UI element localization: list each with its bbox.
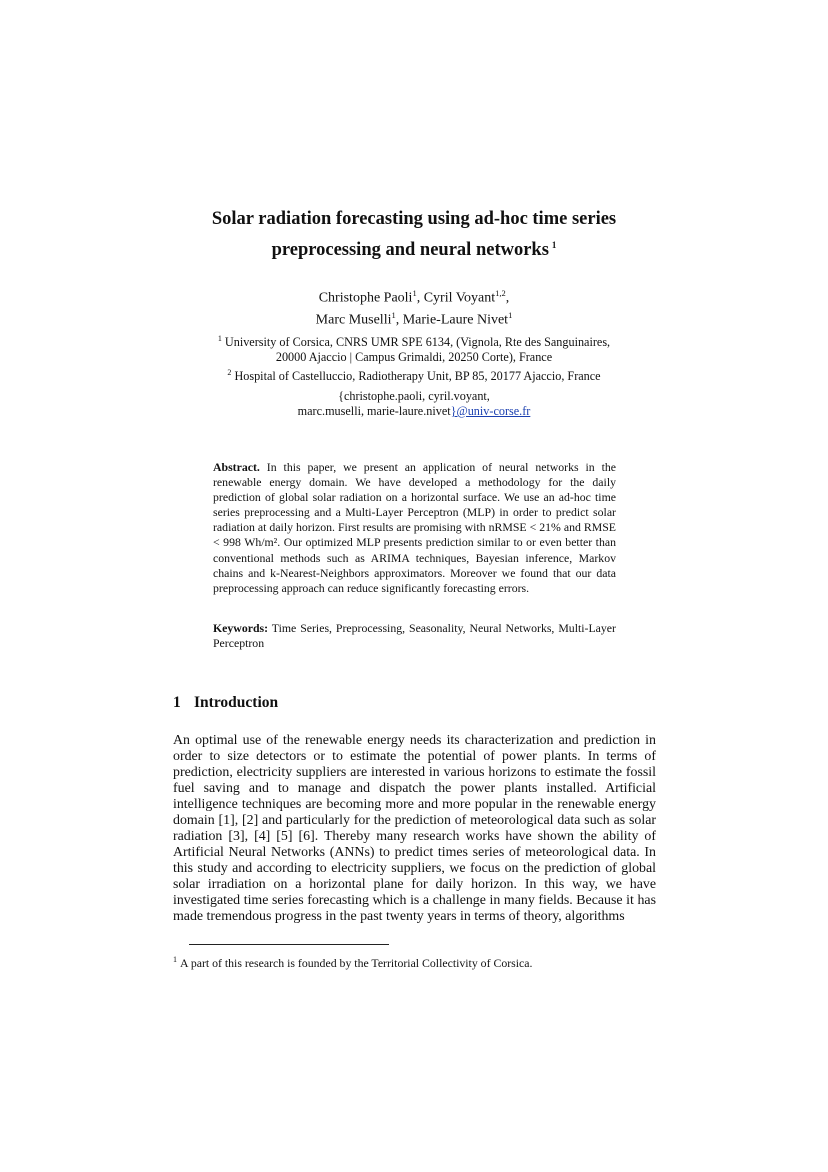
affiliation-text: Hospital of Castelluccio, Radiotherapy Unit, BP 85, 20177 Ajaccio, France bbox=[234, 369, 601, 384]
footnote bbox=[173, 953, 532, 970]
email-domain-link[interactable]: }@univ-corse.fr bbox=[450, 404, 531, 418]
keywords-label: Keywords: bbox=[213, 621, 269, 635]
authors-line-1: Christophe Paoli$^1$, Cyril Voyant$^{1,2}$, bbox=[318, 288, 510, 306]
affiliation-mark: 2 bbox=[227, 368, 232, 378]
emails-line-2 bbox=[0, 404, 828, 419]
abstract-label: Abstract. bbox=[213, 460, 260, 474]
paper-title bbox=[0, 206, 828, 263]
author-affil-mark: 1,2 bbox=[495, 288, 506, 298]
affiliation-2-line-1 bbox=[0, 365, 828, 384]
section-title: Introduction bbox=[194, 694, 279, 711]
affiliation-1-line-1 bbox=[0, 331, 828, 350]
emails-line-1: {christophe.paoli, cyril.voyant, bbox=[338, 389, 490, 403]
author-affil-mark: 1 bbox=[508, 309, 513, 320]
footnote-mark: 1 bbox=[173, 955, 177, 964]
author-emails bbox=[0, 389, 828, 419]
section-heading bbox=[173, 694, 278, 712]
affiliation-1-line-2: 20000 Ajaccio | Campus Grimaldi, 20250 Corte), France bbox=[275, 350, 553, 365]
author-name: Marie-Laure Nivet bbox=[402, 312, 509, 328]
author-name: Marc Muselli bbox=[315, 312, 392, 328]
emails-names: marc.muselli, marie-laure.nivet bbox=[297, 404, 451, 418]
affiliation-text: University of Corsica, CNRS UMR SPE 6134, (Vignola, Rte des Sanguinaires, bbox=[224, 335, 611, 350]
author-name: Cyril Voyant bbox=[423, 290, 496, 306]
author-affil-mark: 1 bbox=[391, 309, 396, 320]
keywords bbox=[213, 621, 616, 651]
title-line-2-text: preprocessing and neural networks bbox=[271, 240, 549, 261]
author-name: Christophe Paoli bbox=[318, 290, 413, 306]
affiliation-mark: 1 bbox=[217, 334, 222, 343]
footnote-text: A part of this research is founded by the Territorial Collectivity of Corsica. bbox=[180, 955, 533, 970]
author-affil-mark: 1 bbox=[412, 288, 417, 298]
authors-line-2: Marc Muselli$^1$, Marie-Laure Nivet$^1$ bbox=[315, 309, 513, 328]
keywords-text: Time Series, Preprocessing, Seasonality, Neural Networks, Multi-Layer Perceptron bbox=[213, 621, 616, 651]
title-line-2 bbox=[0, 232, 828, 263]
author-list bbox=[0, 285, 828, 328]
title-line-1: Solar radiation forecasting using ad-hoc time series bbox=[211, 209, 617, 229]
abstract-text: In this paper, we present an application of neural networks in the renewable energy domain. We have developed a methodology for the daily prediction of global solar radiation on a horizontal surface. We use an ad-hoc time series preprocessing and a Multi-Layer Perceptron (MLP) in order to predict solar radiation at daily horizon. First results are promising with nRMSE < 21% and RMSE < 998 Wh/m². Our optimized MLP presents prediction similar to or even better than conventional methods such as ARIMA techniques, Bayesian inference, Markov chains and k-Nearest-Neighbors approximators. Moreover we found that our data preprocessing approach can reduce significantly forecasting errors. bbox=[213, 460, 617, 595]
title-footnote-mark: 1 bbox=[551, 240, 557, 250]
introduction-paragraph: An optimal use of the renewable energy needs its characterization and prediction in order to size detectors or to estimate the potential of power plants. In terms of prediction, electricity suppliers are interested in various horizons to estimate the fossil fuel saving and to manage and dispatch the power plants installed. Artificial intelligence techniques are becoming more and more popular in the renewable energy domain [1], [2] and particularly for the prediction of meteorological data such as solar radiation [3], [4] [5] [6]. Thereby many research works have shown the ability of Artificial Neural Networks (ANNs) to predict times series of meteorological data. In this study and according to electricity suppliers, we focus on the prediction of global solar irradiation on a horizontal plane for daily horizon. In this way, we have investigated time series forecasting which is a challenge in many fields. Because it has made tremendous progress in the past twenty years in terms of theory, algorithms bbox=[173, 733, 656, 924]
affiliations bbox=[0, 331, 828, 384]
abstract bbox=[213, 460, 616, 596]
section-number: 1 bbox=[173, 694, 181, 711]
footnote-divider bbox=[189, 944, 389, 945]
